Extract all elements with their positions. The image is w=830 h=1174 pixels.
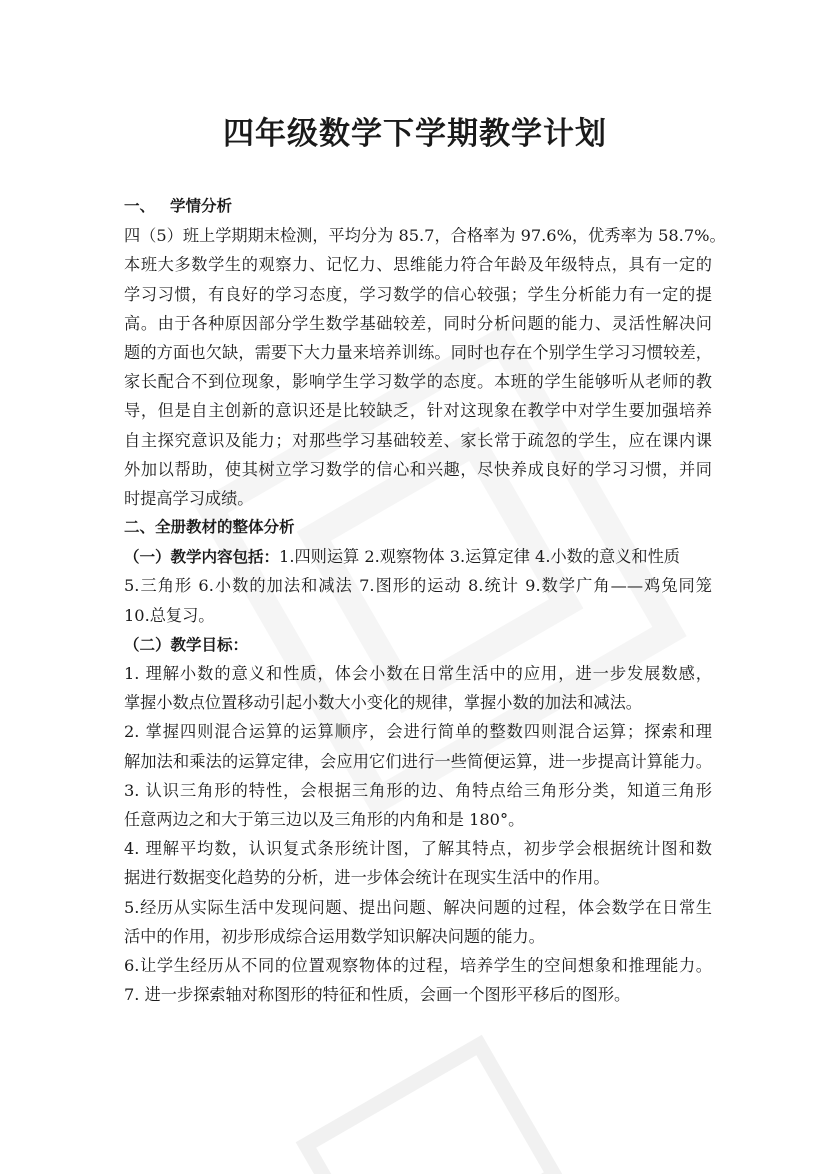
subsection-label: （二）教学目标： xyxy=(124,635,249,654)
section-heading-textbook-analysis: 二、全册教材的整体分析 xyxy=(124,518,295,537)
goal-line: 4. 理解平均数，认识复式条形统计图，了解其特点，初步学会根据统计图和数 xyxy=(124,839,712,859)
paragraph-line: 本班大多数学生的观察力、记忆力、思维能力符合年龄及年级特点，具有一定的 xyxy=(124,255,712,275)
goal-line: 2. 掌握四则混合运算的运算顺序，会进行简单的整数四则混合运算；探索和理 xyxy=(124,722,712,742)
document-body xyxy=(124,192,726,1009)
paragraph-line: 自主探究意识及能力；对那些学习基础较差、家长常于疏忽的学生，应在课内课 xyxy=(124,430,712,450)
section-title: 学情分析 xyxy=(170,197,233,215)
paragraph-line: 高。由于各种原因部分学生数学基础较差，同时分析问题的能力、灵活性解决问 xyxy=(124,313,712,333)
paragraph-line: 四（5）班上学期期末检测，平均分为 85.7，合格率为 97.6%，优秀率为 58.7%。 xyxy=(124,226,726,246)
goal-line: 1. 理解小数的意义和性质，体会小数在日常生活中的应用，进一步发展数感， xyxy=(124,664,712,683)
subsection-heading-goals xyxy=(124,630,712,659)
goal-line: 7. 进一步探索轴对称图形的特征和性质，会画一个图形平移后的图形。 xyxy=(124,985,631,1005)
teaching-content-line: 5.三角形 6.小数的加法和减法 7.图形的运动 8.统计 9.数学广角——鸡兔同笼 xyxy=(124,576,712,596)
goal-line: 据进行数据变化趋势的分析，进一步体会统计在现实生活中的作用。 xyxy=(124,868,610,888)
goal-line: 5.经历从实际生活中发现问题、提出问题、解决问题的过程，体会数学在日常生 xyxy=(124,897,712,917)
watermark-icon xyxy=(267,1008,592,1174)
paragraph-line: 外加以帮助，使其树立学习数学的信心和兴趣，尽快养成良好的学习习惯，并同 xyxy=(124,459,712,479)
goal-line: 6.让学生经历从不同的位置观察物体的过程，培养学生的空间想象和推理能力。 xyxy=(124,955,712,975)
teaching-content-line: 10.总复习。 xyxy=(124,605,215,625)
paragraph-line: 题的方面也欠缺，需要下大力量来培养训练。同时也存在个别学生学习习惯较差， xyxy=(124,342,712,362)
paragraph-line: 导，但是自主创新的意识还是比较缺乏，针对这现象在教学中对学生要加强培养 xyxy=(124,401,712,421)
subsection-label: （一）教学内容包括： xyxy=(124,548,280,567)
goal-line: 解加法和乘法的运算定律，会应用它们进行一些简便运算，进一步提高计算能力。 xyxy=(124,751,712,771)
teaching-content-text: 1.四则运算 2.观察物体 3.运算定律 4.小数的意义和性质 xyxy=(279,547,680,567)
paragraph-line: 家长配合不到位现象，影响学生学习数学的态度。本班的学生能够听从老师的教 xyxy=(124,372,712,392)
paragraph-line: 时提高学习成绩。 xyxy=(124,488,254,508)
goal-line: 任意两边之和大于第三边以及三角形的内角和是 180°。 xyxy=(124,809,525,829)
paragraph-line: 学习习惯，有良好的学习态度，学习数学的信心较强；学生分析能力有一定的提 xyxy=(124,284,712,304)
page-title: 四年级数学下学期教学计划 xyxy=(223,116,607,152)
goal-line: 3. 认识三角形的特性，会根据三角形的边、角特点给三角形分类，知道三角形 xyxy=(124,780,712,800)
goal-line: 活中的作用，初步形成综合运用数学知识解决问题的能力。 xyxy=(124,926,545,946)
goal-line: 掌握小数点位置移动引起小数大小变化的规律，掌握小数的加法和减法。 xyxy=(124,693,642,713)
section-number: 一、 xyxy=(124,197,156,215)
section-heading-learning-analysis xyxy=(124,192,712,221)
teaching-content-line xyxy=(124,542,712,571)
